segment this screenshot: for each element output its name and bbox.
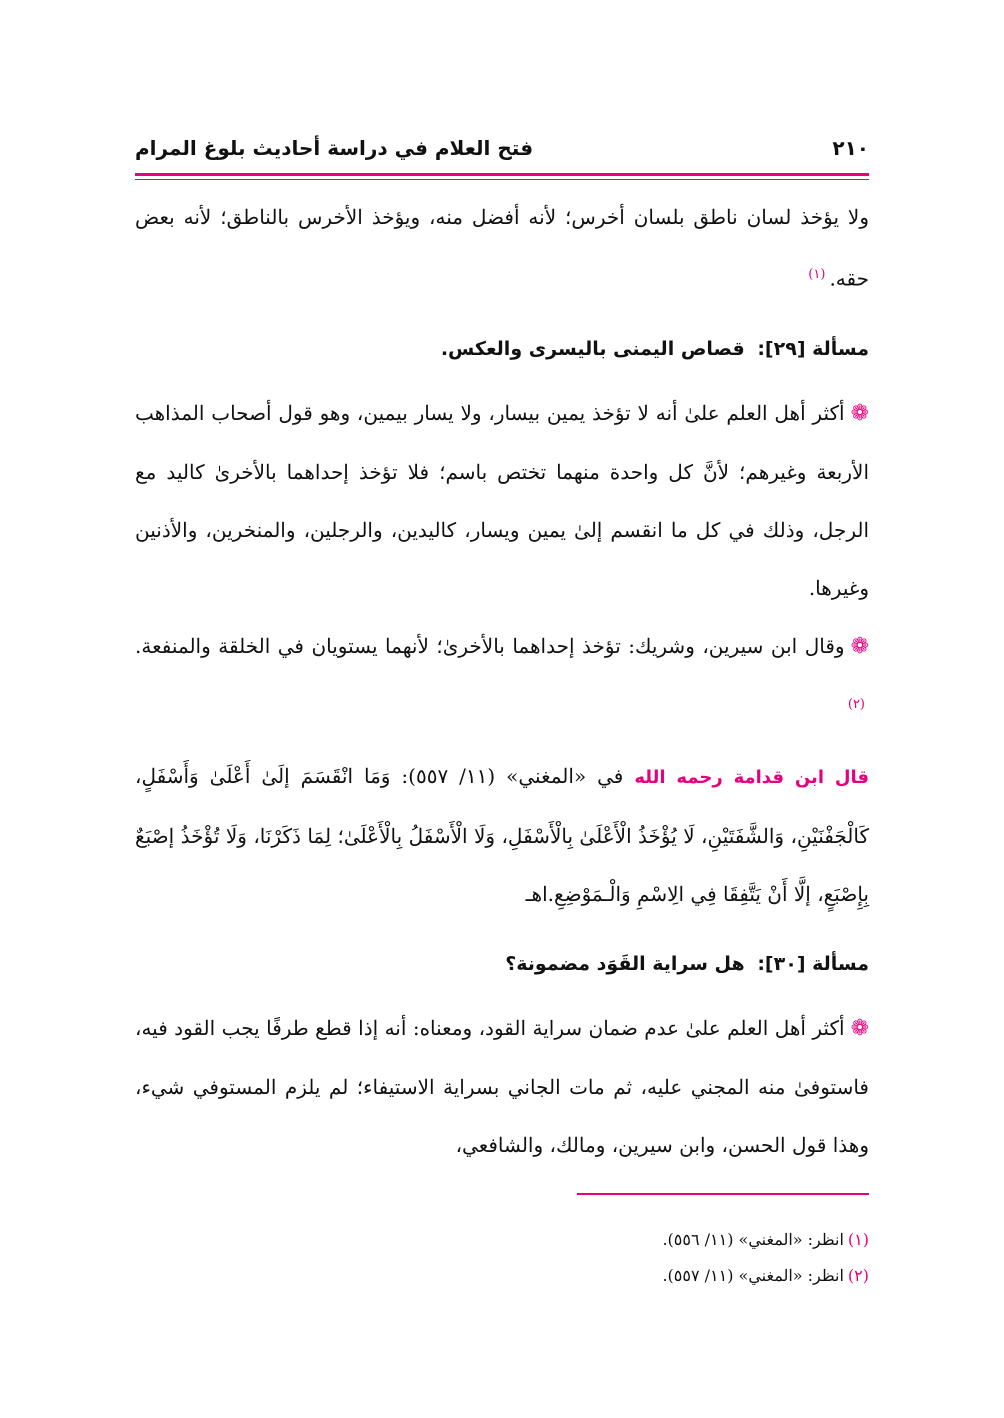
header-divider-thin	[135, 179, 869, 180]
footnote-1	[135, 1222, 869, 1258]
paragraph-3	[135, 617, 869, 738]
quote-text: في «المغني» (١١/ ٥٥٧): وَمَا انْقَسَمَ إلَىٰ أَعْلَىٰ وَأَسْفَلٍ، كَالْجَفْنَيْنِ، وَالشَّفَتَيْنِ، لَا يُؤْخَذُ الْأَعْلَىٰ بِالْأَسْفَلِ، وَلَا الْأَسْفَلُ بِالْأَعْلَىٰ؛ لِمَا ذَكَرْنَا، وَلَا تُؤْخَذُ إصْبَعٌ بِإِصْبَعٍ، إلَّا أَنْ يَتَّفِقَا فِي الِاسْمِ وَالْـمَوْضِعِ.اهـ	[135, 764, 869, 907]
page-number: ٢١٠	[832, 136, 869, 160]
footnote-ref-2: (٢)	[847, 696, 865, 712]
paragraph-4	[135, 999, 869, 1174]
issue-30-heading	[135, 937, 869, 991]
footnote-1-text: انظر: «المغني» (١١/ ٥٥٦).	[662, 1230, 844, 1249]
paragraph-1	[135, 188, 869, 308]
quote-paragraph	[135, 747, 869, 923]
flower-ornament-icon: ❁	[850, 1016, 869, 1042]
paragraph-2	[135, 384, 869, 617]
footnote-2-text: انظر: «المغني» (١١/ ٥٥٧).	[662, 1266, 844, 1285]
page-header	[135, 128, 869, 168]
paragraph-3-text: وقال ابن سيرين، وشريك: تؤخذ إحداهما بالأخرىٰ؛ لأنهما يستويان في الخلقة والمنفعة.	[135, 633, 845, 658]
footnote-2	[135, 1258, 869, 1294]
footnotes	[135, 1222, 869, 1294]
header-divider	[135, 173, 869, 176]
paragraph-2-text: أكثر أهل العلم علىٰ أنه لا تؤخذ يمين بيسار، ولا يسار بيمين، وهو قول أصحاب المذاهب الأربعة وغيرهم؛ لأنَّ كل واحدة منهما تختص باسم؛ فلا تؤخذ إحداهما بالأخرىٰ كاليد مع الرجل، وذلك في كل ما انقسم إلىٰ يمين ويسار، كاليدين، والرجلين، والمنخرين، والأذنين وغيرها.	[135, 400, 869, 600]
paragraph-1-text: ولا يؤخذ لسان ناطق بلسان أخرس؛ لأنه أفضل منه، ويؤخذ الأخرس بالناطق؛ لأنه بعض حقه.	[135, 205, 869, 291]
footnote-ref-1: (١)	[808, 267, 826, 282]
issue-29-heading	[135, 322, 869, 376]
issue-29-label: مسألة [٢٩]:	[757, 337, 869, 360]
page-body	[135, 188, 869, 1174]
paragraph-4-text: أكثر أهل العلم علىٰ عدم ضمان سراية القود، ومعناه: أنه إذا قطع طرفًا يجب القود فيه، فاستوفىٰ منه المجني عليه، ثم مات الجاني بسراية الاستيفاء؛ لم يلزم المستوفي شيء، وهذا قول الحسن، وابن سيرين، ومالك، والشافعي،	[135, 1016, 869, 1158]
footnote-1-number: (١)	[847, 1230, 869, 1249]
issue-30-title: هل سراية القَوَد مضمونة؟	[505, 953, 745, 976]
flower-ornament-icon: ❁	[850, 400, 869, 426]
issue-30-label: مسألة [٣٠]:	[757, 953, 869, 976]
header-title: فتح العلام في دراسة أحاديث بلوغ المرام	[135, 136, 534, 160]
flower-ornament-icon: ❁	[850, 633, 869, 659]
footnote-divider	[577, 1193, 869, 1195]
footnote-2-number: (٢)	[847, 1266, 869, 1285]
issue-29-title: قصاص اليمنى باليسرى والعكس.	[440, 337, 745, 360]
quote-speaker: قال ابن قدامة رحمه الله	[634, 767, 870, 789]
